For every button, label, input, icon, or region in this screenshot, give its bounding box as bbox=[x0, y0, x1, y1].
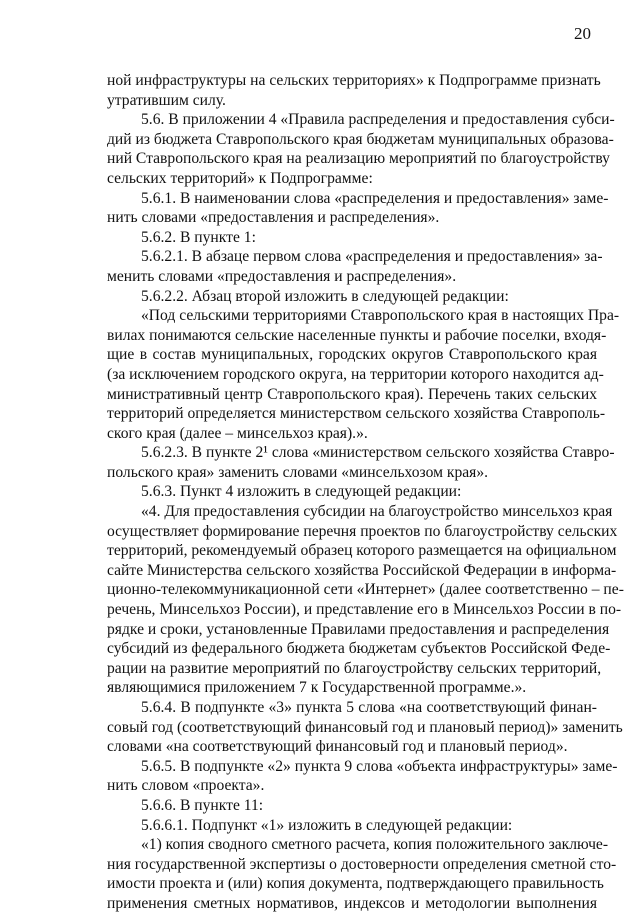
text-line: рации на развитие мероприятий по благоустройству сельских территорий, bbox=[107, 659, 602, 677]
text-line: имости проекта и (или) копия документа, подтверждающего правильность bbox=[107, 875, 604, 893]
text-line: ной инфраструктуры на сельских территориях» к Подпрограмме признать bbox=[107, 72, 601, 89]
text-line: 5.6.2.2. Абзац второй изложить в следующей редакции: bbox=[141, 287, 509, 305]
text-line: «Под сельскими территориями Ставропольского края в настоящих Пра- bbox=[141, 307, 620, 325]
text-line: 5.6.5. В подпункте «2» пункта 9 слова «объекта инфраструктуры» заме- bbox=[141, 757, 618, 775]
text-line: 5.6.1. В наименовании слова «распределения и предоставления» заме- bbox=[141, 189, 609, 207]
text-line: 5.6.2. В пункте 1: bbox=[141, 228, 256, 246]
text-line: 5.6.6.1. Подпункт «1» изложить в следующей редакции: bbox=[141, 816, 513, 834]
text-line: речень, Минсельхоз России), и представление его в Минсельхоз России в по- bbox=[107, 601, 622, 619]
text-line: субсидий из федерального бюджета бюджетам субъектов Российской Феде- bbox=[107, 640, 611, 658]
text-line: совый год (соответствующий финансовый год и плановый период)» заменить bbox=[107, 718, 623, 736]
text-line: осуществляет формирование перечня проектов по благоустройству сельских bbox=[107, 522, 618, 540]
text-line: сельских территорий» к Подпрограмме: bbox=[107, 169, 373, 187]
text-line: дий из бюджета Ставропольского края бюджетам муниципальных образова- bbox=[107, 130, 614, 148]
text-line: территорий, рекомендуемый образец которого размещается на официальном bbox=[107, 542, 617, 560]
text-line: ского края (далее – минсельхоз края).». bbox=[107, 424, 368, 442]
text-line: польского края» заменить словами «минсельхозом края». bbox=[107, 463, 489, 481]
text-line: щие в состав муниципальных, городских округов Ставропольского края bbox=[107, 346, 597, 364]
text-line: 5.6.2.3. В пункте 2¹ слова «министерством сельского хозяйства Ставро- bbox=[141, 444, 615, 462]
text-line: «4. Для предоставления субсидии на благоустройство минсельхоз края bbox=[141, 503, 613, 521]
text-line: министративный центр Ставропольского края). Перечень таких сельских bbox=[107, 385, 597, 403]
text-line: вилах понимаются сельские населенные пункты и рабочие поселки, входя- bbox=[107, 326, 607, 344]
text-line: утратившим силу. bbox=[107, 91, 226, 109]
text-line: нить словами «предоставления и распределения». bbox=[107, 209, 440, 227]
text-line: сайте Министерства сельского хозяйства Российской Федерации в информа- bbox=[107, 561, 617, 579]
text-line: 5.6.6. В пункте 11: bbox=[141, 796, 264, 814]
text-line: ний Ставропольского края на реализацию мероприятий по благоустройству bbox=[107, 150, 610, 168]
text-line: (за исключением городского округа, на территории которого находится ад- bbox=[107, 365, 604, 383]
text-line: 5.6.4. В подпункте «3» пункта 5 слова «на соответствующий финан- bbox=[141, 699, 597, 716]
page-number: 20 bbox=[574, 24, 591, 43]
text-line: являющимися приложением 7 к Государственной программе.». bbox=[107, 679, 527, 697]
text-line: ционно-телекоммуникационной сети «Интернет» (далее соответственно – пе- bbox=[107, 581, 624, 599]
text-line: «1) копия сводного сметного расчета, копия положительного заключе- bbox=[141, 836, 609, 854]
text-line: нить словом «проекта». bbox=[107, 777, 265, 795]
text-line: применения сметных нормативов, индексов и методологии выполнения bbox=[107, 894, 597, 912]
document-body bbox=[107, 71, 624, 914]
text-line: рядке и сроки, установленные Правилами предоставления и распределения bbox=[107, 620, 610, 638]
text-line: ния государственной экспертизы о достоверности определения сметной сто- bbox=[107, 855, 617, 873]
text-line: 5.6.2.1. В абзаце первом слова «распределения и предоставления» за- bbox=[141, 248, 603, 266]
text-line: 5.6.3. Пункт 4 изложить в следующей редакции: bbox=[141, 483, 462, 501]
text-line: территорий определяется министерством сельского хозяйства Ставрополь- bbox=[107, 405, 606, 423]
text-line: 5.6. В приложении 4 «Правила распределения и предоставления субси- bbox=[141, 111, 615, 129]
text-line: менить словами «предоставления и распределения». bbox=[107, 267, 457, 285]
text-line: словами «на соответствующий финансовый год и плановый период». bbox=[107, 738, 568, 756]
